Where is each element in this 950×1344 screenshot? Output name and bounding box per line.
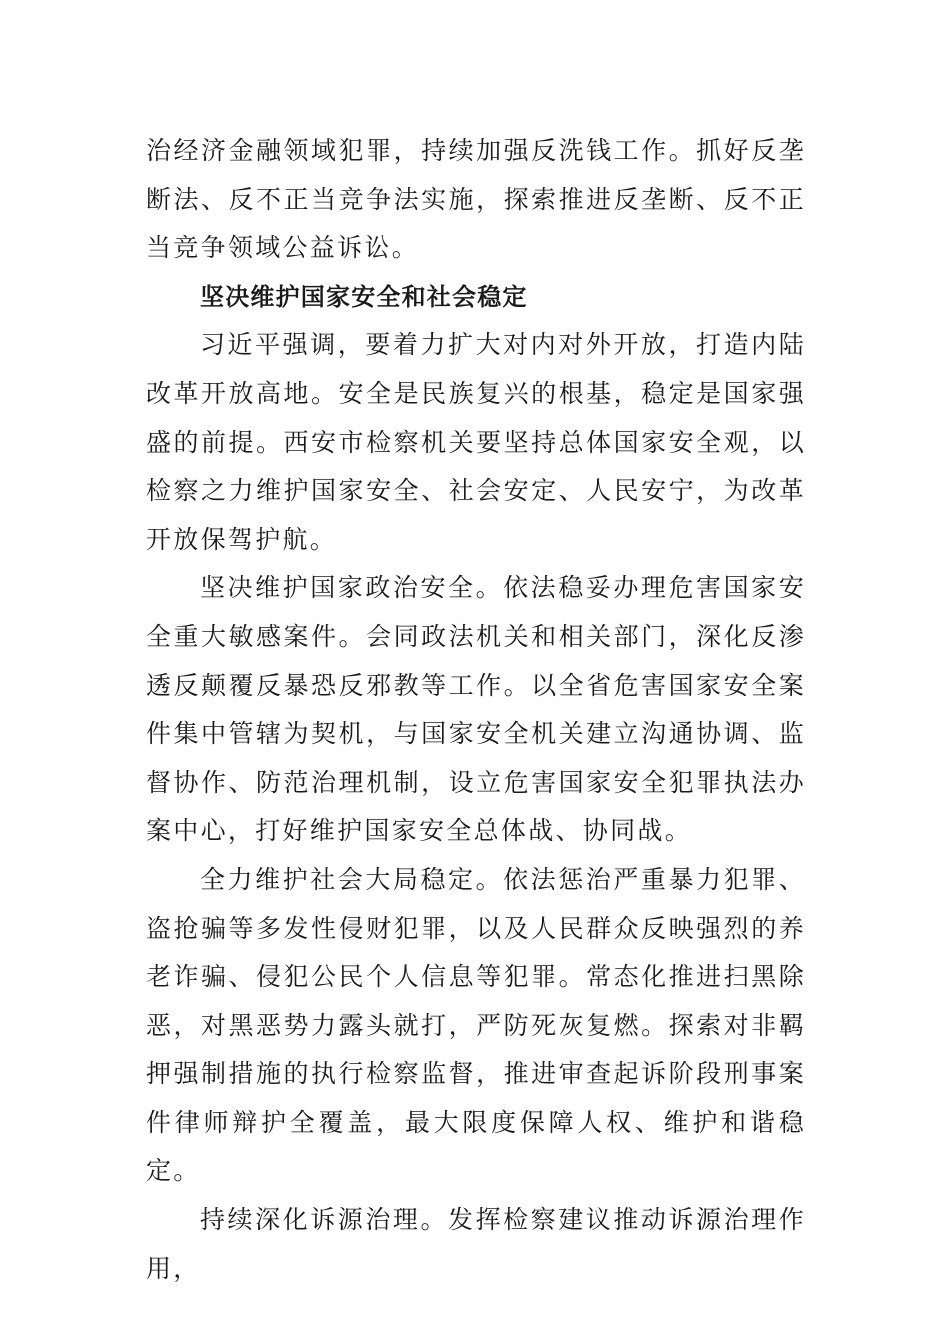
document-body — [146, 127, 806, 1293]
section-heading: 坚决维护国家安全和社会稳定 — [200, 282, 528, 311]
paragraph: 坚决维护国家政治安全。依法稳妥办理危害国家安全重大敏感案件。会同政法机关和相关部门，深化反渗透反颠覆反暴恐反邪教等工作。以全省危害国家安全案件集中管辖为契机，与国家安全机关建立沟通协调、监督协作、防范治理机制，设立危害国家安全犯罪执法办案中心，打好维护国家安全总体战、协同战。 — [146, 573, 806, 846]
paragraph: 全力维护社会大局稳定。依法惩治严重暴力犯罪、盗抢骗等多发性侵财犯罪，以及人民群众反映强烈的养老诈骗、侵犯公民个人信息等犯罪。常态化推进扫黑除恶，对黑恶势力露头就打，严防死灰复燃。探索对非羁押强制措施的执行检察监督，推进审查起诉阶段刑事案件律师辩护全覆盖，最大限度保障人权、维护和谐稳定。 — [146, 864, 806, 1186]
paragraph-continuation: 治经济金融领域犯罪，持续加强反洗钱工作。抓好反垄断法、反不正当竞争法实施，探索推进反垄断、反不正当竞争领域公益诉讼。 — [146, 136, 806, 263]
paragraph: 持续深化诉源治理。发挥检察建议推动诉源治理作用， — [146, 1205, 806, 1283]
paragraph: 习近平强调，要着力扩大对内对外开放，打造内陆改革开放高地。安全是民族复兴的根基，稳定是国家强盛的前提。西安市检察机关要坚持总体国家安全观，以检察之力维护国家安全、社会安定、人民安宁，为改革开放保驾护航。 — [146, 330, 806, 554]
